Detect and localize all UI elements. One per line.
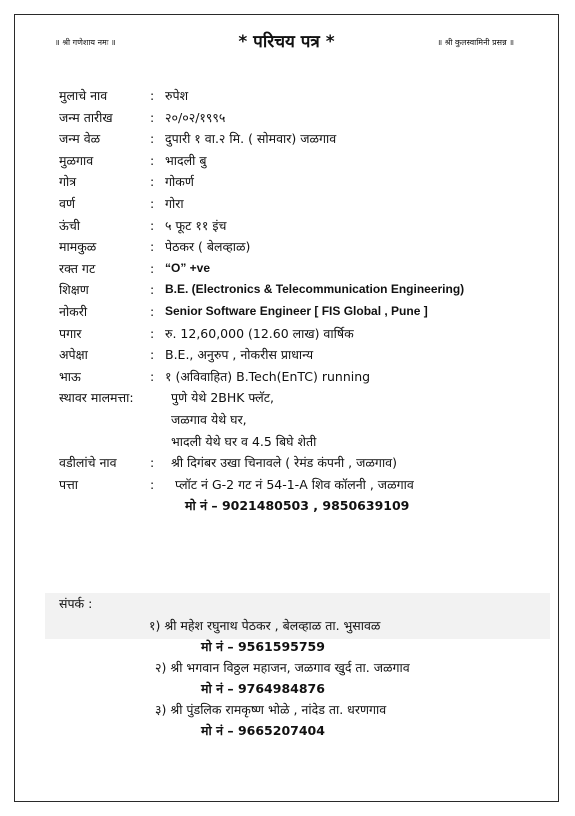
field-value: गोकर्ण (165, 174, 194, 190)
address-line: प्लॉट नं G-2 गट नं 54-1-A शिव कॉलनी , जळगाव (175, 476, 414, 492)
field-separator: : (150, 152, 155, 168)
field-row-address (59, 474, 554, 496)
header-left-blessing: ॥ श्री गणेशाय नमः ॥ (55, 38, 116, 47)
contact-phone-row (59, 636, 554, 657)
field-label: जन्म तारीख (59, 109, 113, 125)
field-label: स्थावर मालमत्ता: (59, 390, 134, 406)
field-row-father-name (59, 452, 554, 474)
field-value: १ (अविवाहित) B.Tech(EnTC) running (165, 368, 371, 384)
field-row-complexion (59, 193, 554, 215)
contacts-heading: संपर्क : (59, 596, 93, 611)
field-separator: : (150, 347, 155, 363)
field-row-native-place (59, 150, 554, 172)
field-separator: : (150, 260, 155, 276)
field-row-blood-group (59, 258, 554, 280)
property-line: जळगाव येथे घर, (171, 411, 247, 427)
field-value: २०/०२/१९९५ (165, 109, 226, 125)
field-row-gotra (59, 171, 554, 193)
field-value: B.E. (Electronics & Telecommunication Engineering) (165, 282, 465, 297)
field-value: गोरा (165, 195, 184, 211)
field-separator: : (150, 455, 155, 471)
field-row-name (59, 85, 554, 107)
field-row-job (59, 301, 554, 323)
field-value: “O” +ve (165, 260, 211, 275)
contact-phone: मो नं – 9561595759 (201, 639, 325, 654)
field-row-property (59, 387, 554, 409)
contact-name: २) श्री भगवान विठ्ठल महाजन, जळगाव खुर्द ता. जळगाव (155, 660, 410, 675)
contact-phone-row (59, 678, 554, 699)
field-value: B.E., अनुरुप , नोकरीस प्राधान्य (165, 347, 314, 363)
field-label: ऊंची (59, 217, 80, 233)
field-separator: : (150, 303, 155, 319)
biodata-sheet (14, 14, 559, 802)
field-value: भादली बु (165, 152, 207, 168)
page-title: * परिचय पत्र * (238, 32, 335, 52)
field-label: वडीलांचे नाव (59, 455, 117, 471)
field-label: मुळगाव (59, 152, 94, 168)
field-separator: : (150, 368, 155, 384)
field-label: जन्म वेळ (59, 131, 101, 147)
field-label: मामकुळ (59, 239, 97, 255)
field-separator: : (150, 109, 155, 125)
contact-name: १) श्री महेश रघुनाथ पेठकर , बेलव्हाळ ता. भुसावळ (149, 618, 381, 633)
property-line: भादली येथे घर व 4.5 बिघे शेती (171, 433, 317, 449)
field-separator: : (150, 88, 155, 103)
field-label: भाऊ (59, 368, 81, 384)
field-row-birth-date (59, 107, 554, 129)
field-value: Senior Software Engineer [ FIS Global , Pune ] (165, 303, 428, 318)
field-label: रक्त गट (59, 260, 96, 276)
field-label: पगार (59, 325, 82, 341)
field-label: अपेक्षा (59, 347, 88, 363)
field-separator: : (150, 195, 155, 211)
contact-person (59, 615, 554, 636)
field-label: गोत्र (59, 174, 77, 190)
contact-phone-row (59, 720, 554, 741)
field-separator: : (150, 131, 155, 147)
contact-phone: मो नं – 9764984876 (201, 681, 325, 696)
field-value: पेठकर ( बेलव्हाळ) (165, 239, 251, 255)
header-right-blessing: ॥ श्री कुलस्वामिनी प्रसन्न ॥ (437, 38, 514, 47)
contact-person (59, 657, 554, 678)
field-row-education (59, 279, 554, 301)
field-label: मुलाचे नाव (59, 88, 108, 103)
contact-phone: मो नं – 9665207404 (201, 723, 325, 738)
property-continuation (59, 409, 554, 431)
field-value: रुपेश (165, 88, 189, 103)
field-separator: : (150, 239, 155, 255)
field-separator: : (150, 282, 155, 298)
contact-name: ३) श्री पुंडलिक रामकृष्ण भोळे , नांदेड ता. धरणगाव (155, 702, 387, 717)
field-row-height (59, 215, 554, 237)
address-continuation (59, 495, 554, 517)
address-phone: मो नं – 9021480503 , 9850639109 (185, 498, 410, 514)
field-label: पत्ता (59, 476, 78, 492)
contact-person (59, 699, 554, 720)
field-row-birth-time (59, 128, 554, 150)
property-continuation (59, 431, 554, 453)
field-value: दुपारी १ वा.२ मि. ( सोमवार) जळगाव (165, 131, 337, 147)
field-row-salary (59, 323, 554, 345)
field-separator: : (150, 217, 155, 233)
details-list (59, 85, 554, 517)
property-line: पुणे येथे 2BHK फ्लॅट, (171, 390, 275, 406)
field-value: रु. 12,60,000 (12.60 लाख) वार्षिक (165, 325, 354, 341)
field-value: ५ फूट ११ इंच (165, 217, 227, 233)
field-row-maternal-family (59, 236, 554, 258)
field-label: नोकरी (59, 303, 88, 319)
field-row-expectation (59, 344, 554, 366)
field-separator: : (150, 476, 155, 492)
field-label: वर्ण (59, 195, 75, 211)
field-row-brother (59, 366, 554, 388)
field-label: शिक्षण (59, 282, 89, 298)
contacts-section (59, 593, 554, 741)
field-separator: : (150, 174, 155, 190)
field-separator: : (150, 325, 155, 341)
field-value: श्री दिगंबर उखा चिनावले ( रेमंड कंपनी , जळगाव) (171, 455, 398, 471)
page-header (15, 29, 558, 55)
